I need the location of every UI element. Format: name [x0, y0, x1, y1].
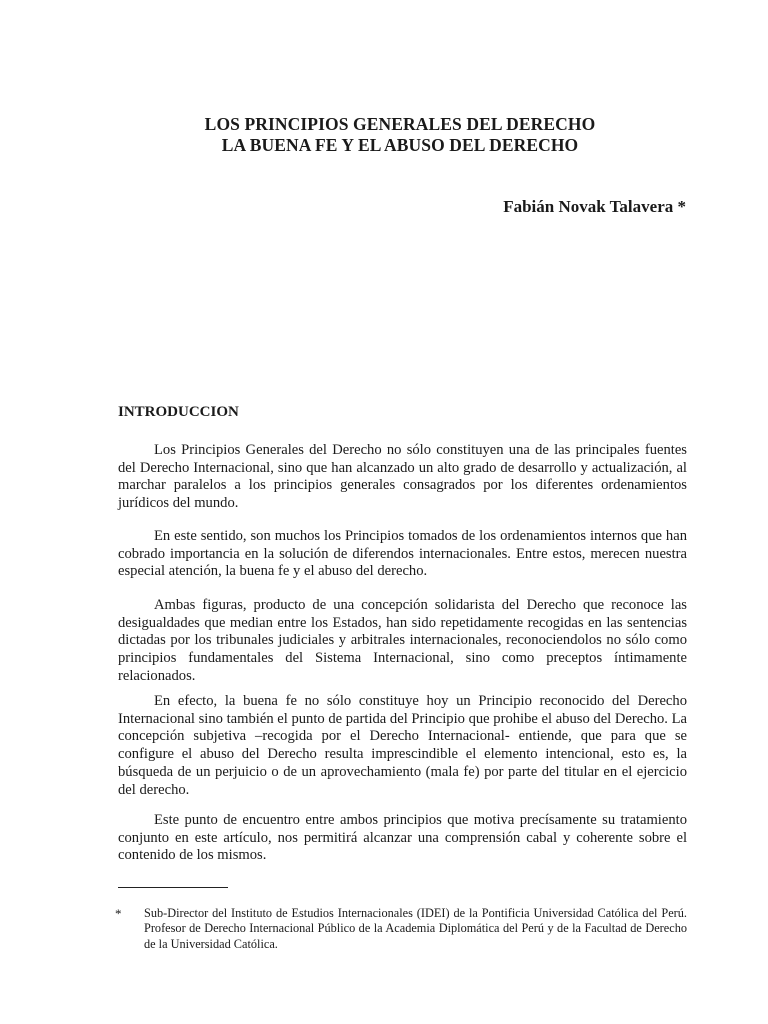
title-line-2: LA BUENA FE Y EL ABUSO DEL DERECHO — [221, 135, 579, 155]
body-paragraph-1: Los Principios Generales del Derecho no sólo constituyen una de las principales fuentes del Derecho Internacional, sino que han alcanzado un alto grado de desarrollo y actualización, al marchar paralelos a los principios generales consagrados por los diferentes ordenamientos jurídicos del mundo. — [118, 442, 687, 512]
footnote-text: Sub-Director del Instituto de Estudios Internacionales (IDEI) de la Pontificia Universidad Católica del Perú. Profesor de Derecho Internacional Público de la Academia Diplomática del Perú y de la Facultad de Derecho de la Universidad Católica. — [144, 906, 687, 951]
author-name: Fabián Novak Talavera * — [503, 197, 686, 216]
footnote-divider — [118, 887, 228, 888]
footnote-mark: * — [115, 906, 122, 921]
title-line-1: LOS PRINCIPIOS GENERALES DEL DERECHO — [204, 114, 596, 134]
body-paragraph-2: En este sentido, son muchos los Principios tomados de los ordenamientos internos que han cobrado importancia en la solución de diferendos internacionales. Entre estos, merecen nuestra especial atención, la buena fe y el abuso del derecho. — [118, 528, 687, 580]
body-paragraph-3: Ambas figuras, producto de una concepción solidarista del Derecho que reconoce las desigualdades que median entre los Estados, han sido repetidamente recogidas en las sentencias dictadas por los tribunales judiciales y arbitrales internacionales, reconociendolos no sólo como principios fundamentales del Sistema Internacional, sino como preceptos íntimamente relacionados. — [118, 597, 687, 684]
section-heading: INTRODUCCION — [118, 404, 239, 420]
body-paragraph-5: Este punto de encuentro entre ambos principios que motiva precísamente su tratamiento conjunto en este artículo, nos permitirá alcanzar una comprensión cabal y coherente sobre el contenido de los mismos. — [118, 812, 687, 864]
body-paragraph-4: En efecto, la buena fe no sólo constituye hoy un Principio reconocido del Derecho Internacional sino también el punto de partida del Principio que prohibe el abuso del Derecho. La concepción subjetiva –recogida por el Derecho Internacional- entiende, que para que se configure el abuso del Derecho resulta imprescindible el elemento intencional, esto es, la búsqueda de un perjuicio o de un aprovechamiento (mala fe) por parte del titular en el ejercicio del derecho. — [118, 693, 687, 798]
